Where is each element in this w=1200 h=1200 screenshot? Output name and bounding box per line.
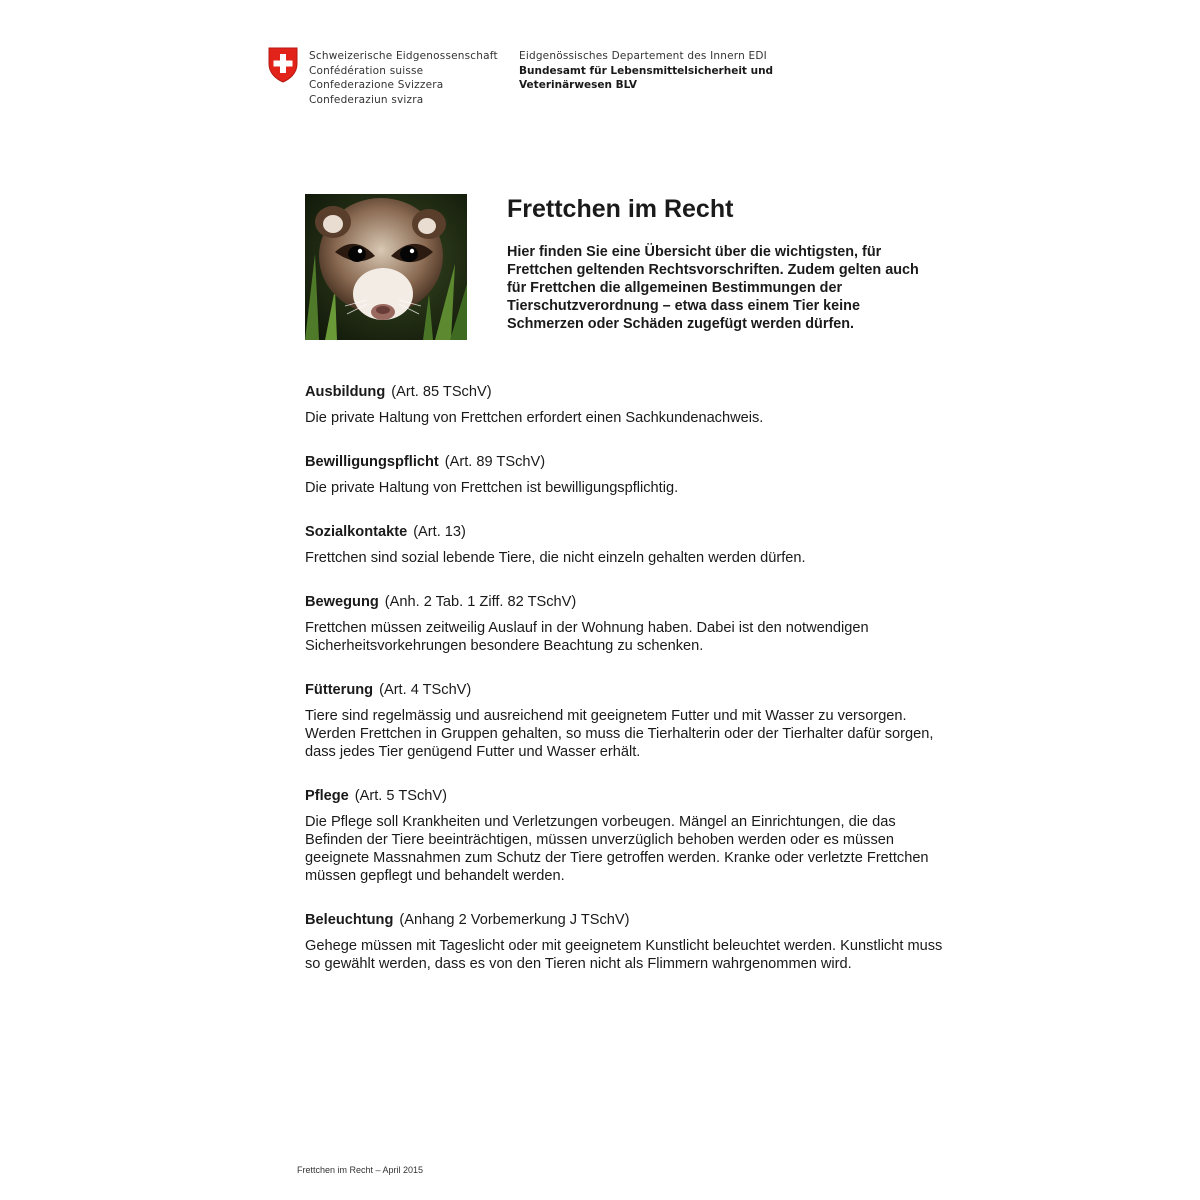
confederation-name-de: Schweizerische Eidgenossenschaft [309, 50, 498, 62]
confederation-name-it: Confederazione Svizzera [309, 79, 444, 92]
confederation-names [309, 49, 498, 107]
section-reference: (Art. 4 TSchV) [379, 682, 472, 698]
section-pflege [305, 787, 945, 885]
section-heading [305, 911, 945, 929]
confederation-name-fr: Confédération suisse [309, 64, 424, 77]
section-body: Frettchen müssen zeitweilig Auslauf in der Wohnung haben. Dabei ist den notwendigen Sicherheitsvorkehrungen besondere Beachtung zu schenken. [305, 620, 869, 654]
section-title: Sozialkontakte [305, 524, 408, 540]
section-heading [305, 593, 945, 611]
section-body: Gehege müssen mit Tageslicht oder mit geeignetem Kunstlicht beleuchtet werden. Kunstlicht muss so gewählt werden, dass es von den Tieren nicht als Flimmern wahrgenommen wird. [305, 938, 943, 972]
section-reference: (Art. 89 TSchV) [444, 454, 546, 470]
section-title: Pflege [305, 788, 349, 804]
section-heading [305, 383, 945, 401]
section-reference: (Art. 85 TSchV) [391, 384, 492, 400]
law-sections [305, 383, 945, 999]
section-title: Fütterung [305, 682, 374, 698]
ferret-photo [305, 194, 467, 340]
document-header [268, 47, 788, 117]
swiss-crest-icon [268, 47, 298, 83]
section-sozialkontakte [305, 523, 945, 567]
confederation-name-rm: Confederaziun svizra [309, 93, 424, 106]
section-body: Tiere sind regelmässig und ausreichend mit geeignetem Futter und mit Wasser zu versorgen. Werden Frettchen in Gruppen gehalten, so muss die Tierhalterin oder der Tierhalter dafür sorgen, dass jedes Tier genügend Futter und Wasser erhält. [305, 708, 934, 760]
section-heading [305, 523, 945, 541]
section-bewegung [305, 593, 945, 655]
section-body: Die Pflege soll Krankheiten und Verletzungen vorbeugen. Mängel an Einrichtungen, die das Befinden der Tiere beeinträchtigen, müssen unverzüglich behoben werden oder es müssen geeignete Massnahmen zum Schutz der Tiere getroffen werden. Kranke oder verletzte Frettchen müssen gepflegt und behandelt werden. [305, 814, 929, 884]
department-block [519, 49, 773, 93]
section-body: Frettchen sind sozial lebende Tiere, die nicht einzeln gehalten werden dürfen. [305, 550, 806, 566]
page-footer: Frettchen im Recht – April 2015 [297, 1165, 424, 1175]
section-heading [305, 453, 945, 471]
intro-block [507, 194, 927, 333]
section-beleuchtung [305, 911, 945, 973]
department-name: Eidgenössisches Departement des Innern EDI [519, 50, 767, 62]
section-heading [305, 787, 945, 805]
office-name-line-1: Bundesamt für Lebensmittelsicherheit und [519, 64, 774, 77]
section-heading [305, 681, 945, 699]
section-body: Die private Haltung von Frettchen erfordert einen Sachkundenachweis. [305, 410, 764, 426]
section-title: Beleuchtung [305, 912, 394, 928]
intro-lead-paragraph: Hier finden Sie eine Übersicht über die wichtigsten, für Frettchen geltenden Rechtsvorschriften. Zudem gelten auch für Frettchen die allgemeinen Bestimmungen der Tierschutzverordnung – etwa dass einem Tier keine Schmerzen oder Schäden zugefügt werden dürfen. [507, 244, 919, 332]
section-bewilligungspflicht [305, 453, 945, 497]
section-title: Bewegung [305, 594, 379, 610]
section-title: Bewilligungspflicht [305, 454, 439, 470]
section-title: Ausbildung [305, 384, 386, 400]
section-reference: (Anh. 2 Tab. 1 Ziff. 82 TSchV) [384, 594, 577, 610]
ferret-illustration [305, 194, 467, 340]
office-name-line-2: Veterinärwesen BLV [519, 79, 638, 92]
page-title: Frettchen im Recht [507, 195, 734, 223]
section-body: Die private Haltung von Frettchen ist bewilligungspflichtig. [305, 480, 679, 496]
section-ausbildung [305, 383, 945, 427]
section-reference: (Anhang 2 Vorbemerkung J TSchV) [399, 912, 630, 928]
section-fuetterung [305, 681, 945, 761]
section-reference: (Art. 5 TSchV) [354, 788, 447, 804]
section-reference: (Art. 13) [413, 524, 466, 540]
